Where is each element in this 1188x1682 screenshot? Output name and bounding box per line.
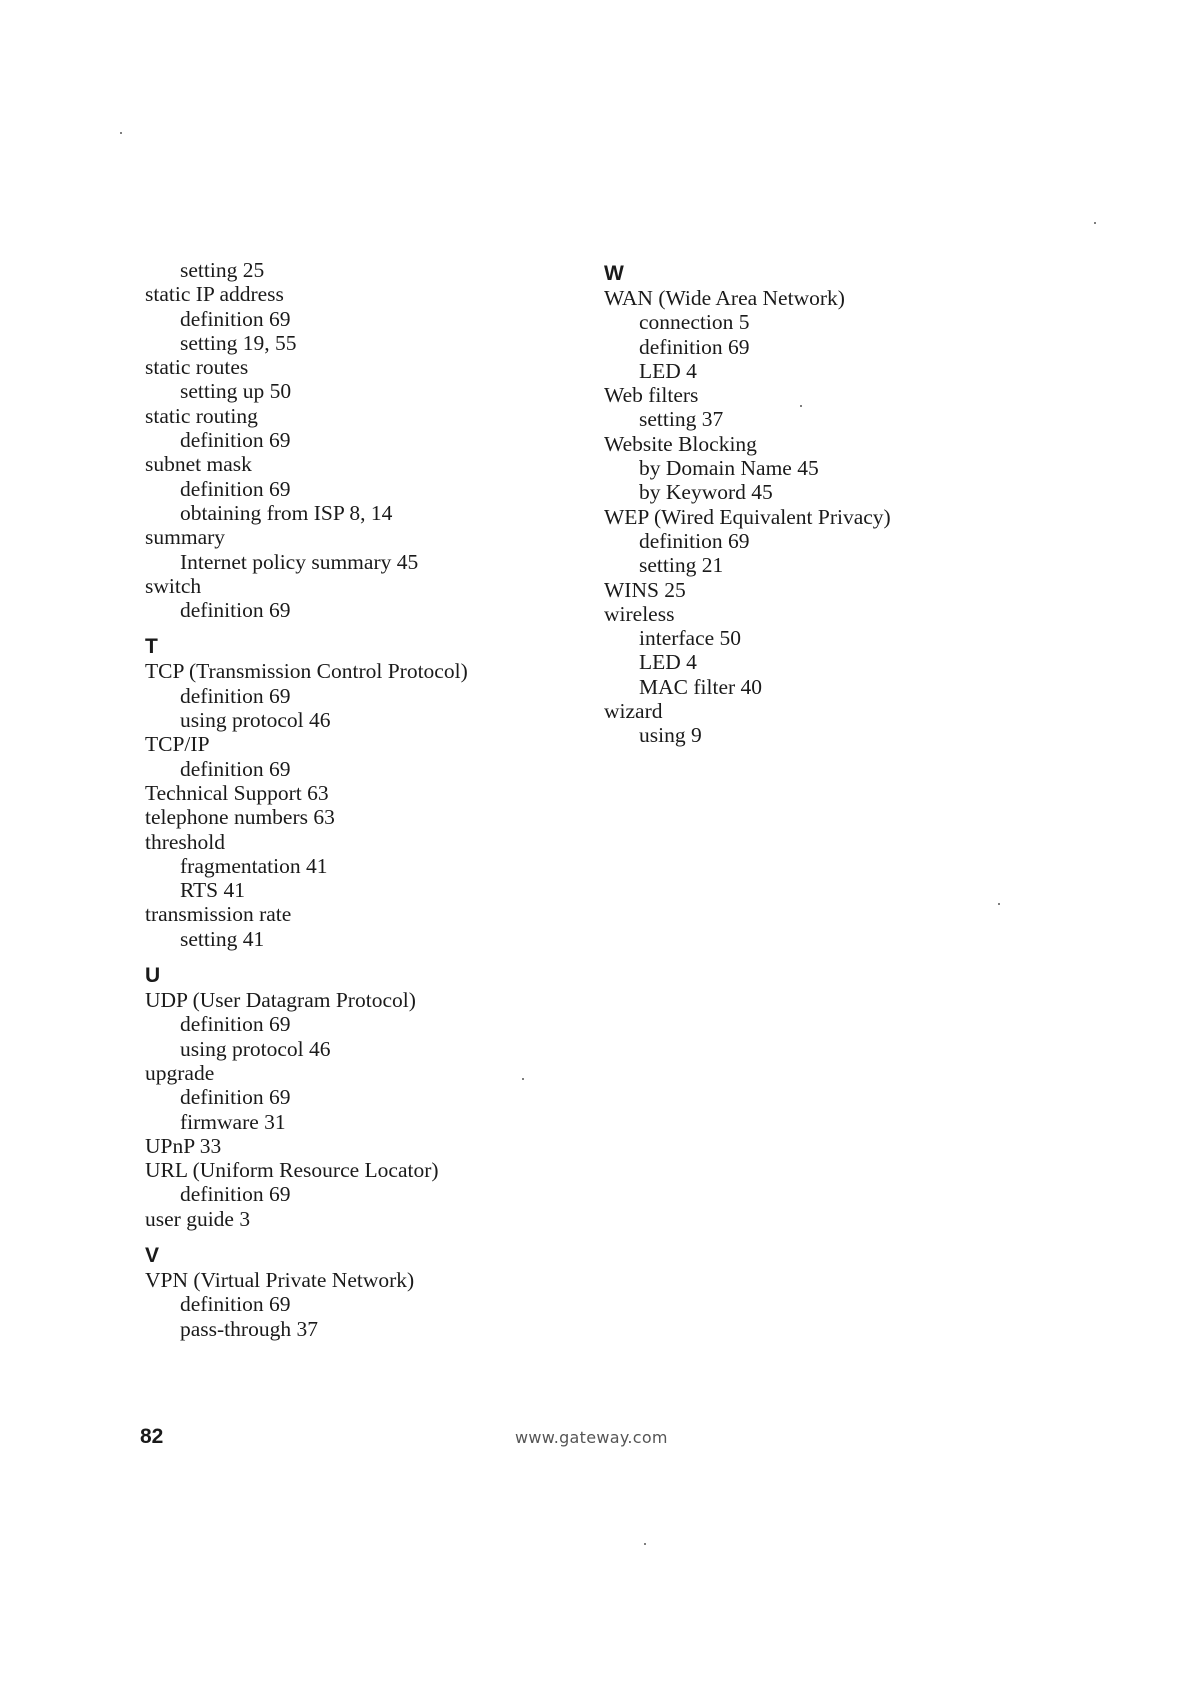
index-subentry: interface 50 <box>639 626 742 651</box>
index-entry: WEP (Wired Equivalent Privacy) <box>604 504 891 529</box>
section-letter: V <box>145 1243 160 1267</box>
index-subentry: connection 5 <box>639 310 750 335</box>
index-subentry: definition 69 <box>180 756 291 781</box>
index-subentry: by Keyword 45 <box>639 480 773 505</box>
index-subentry: setting 19, 55 <box>180 330 297 355</box>
index-subentry: setting 37 <box>639 407 724 432</box>
index-subentry: setting 21 <box>639 553 724 578</box>
index-subentry: MAC filter 40 <box>639 674 763 699</box>
page-number: 82 <box>140 1425 164 1448</box>
index-entry: URL (Uniform Resource Locator) <box>145 1158 439 1183</box>
index-entry: Web filters <box>604 383 699 408</box>
index-subentry: definition 69 <box>180 1292 291 1317</box>
scan-speck <box>998 903 1000 905</box>
index-subentry: definition 69 <box>180 476 291 501</box>
index-entry: VPN (Virtual Private Network) <box>145 1267 415 1292</box>
index-subentry: setting 25 <box>180 258 265 282</box>
index-subentry: definition 69 <box>180 306 291 331</box>
index-subentry: definition 69 <box>639 528 750 553</box>
index-subentry: LED 4 <box>639 650 697 675</box>
index-subentry: definition 69 <box>180 598 291 623</box>
index-entry: wireless <box>604 601 675 626</box>
index-entry: user guide 3 <box>145 1206 251 1231</box>
index-subentry: by Domain Name 45 <box>639 456 819 481</box>
index-subentry: setting 41 <box>180 926 265 951</box>
index-subentry: definition 69 <box>180 683 291 708</box>
index-entry: switch <box>145 573 202 598</box>
index-entry: UPnP 33 <box>145 1133 222 1158</box>
scan-speck <box>522 1078 524 1080</box>
index-entry: wizard <box>604 699 663 724</box>
footer-url: www.gateway.com <box>515 1428 668 1447</box>
index-entry: subnet mask <box>145 452 252 477</box>
scan-speck <box>800 405 802 407</box>
index-entry: Website Blocking <box>604 431 757 456</box>
index-subentry: definition 69 <box>180 1012 291 1037</box>
index-entry: threshold <box>145 829 226 854</box>
index-subentry: firmware 31 <box>180 1109 286 1134</box>
index-entry: upgrade <box>145 1060 215 1085</box>
index-subentry: RTS 41 <box>180 878 246 903</box>
scan-speck <box>1094 222 1096 224</box>
index-entry: UDP (User Datagram Protocol) <box>145 988 416 1013</box>
index-column-right <box>604 262 1124 748</box>
index-subentry: using 9 <box>639 723 702 748</box>
index-subentry: definition 69 <box>639 334 750 359</box>
index-entry: transmission rate <box>145 902 292 927</box>
index-entry: Technical Support 63 <box>145 780 329 805</box>
index-entry: WAN (Wide Area Network) <box>604 286 845 310</box>
index-entry: summary <box>145 525 226 550</box>
index-column-left <box>145 258 615 1341</box>
index-subentry: using protocol 46 <box>180 708 331 733</box>
index-subentry: definition 69 <box>180 1085 291 1110</box>
section-letter: W <box>604 262 624 285</box>
section-letter: U <box>145 964 161 988</box>
scan-speck <box>644 1543 646 1545</box>
index-entry: static routing <box>145 403 258 428</box>
index-entry: static IP address <box>145 282 284 307</box>
index-subentry: LED 4 <box>639 358 697 383</box>
index-subentry: pass-through 37 <box>180 1316 318 1341</box>
index-subentry: obtaining from ISP 8, 14 <box>180 500 393 525</box>
index-entry: TCP/IP <box>145 732 210 757</box>
scan-speck <box>120 132 122 134</box>
section-letter: T <box>145 635 158 659</box>
index-entry: WINS 25 <box>604 577 686 602</box>
index-subentry: setting up 50 <box>180 379 292 404</box>
index-subentry: Internet policy summary 45 <box>180 549 419 574</box>
index-entry: telephone numbers 63 <box>145 805 335 830</box>
index-subentry: fragmentation 41 <box>180 853 328 878</box>
index-entry: TCP (Transmission Control Protocol) <box>145 659 468 684</box>
index-subentry: using protocol 46 <box>180 1036 331 1061</box>
index-subentry: definition 69 <box>180 428 291 453</box>
index-entry: static routes <box>145 355 249 380</box>
index-subentry: definition 69 <box>180 1182 291 1207</box>
